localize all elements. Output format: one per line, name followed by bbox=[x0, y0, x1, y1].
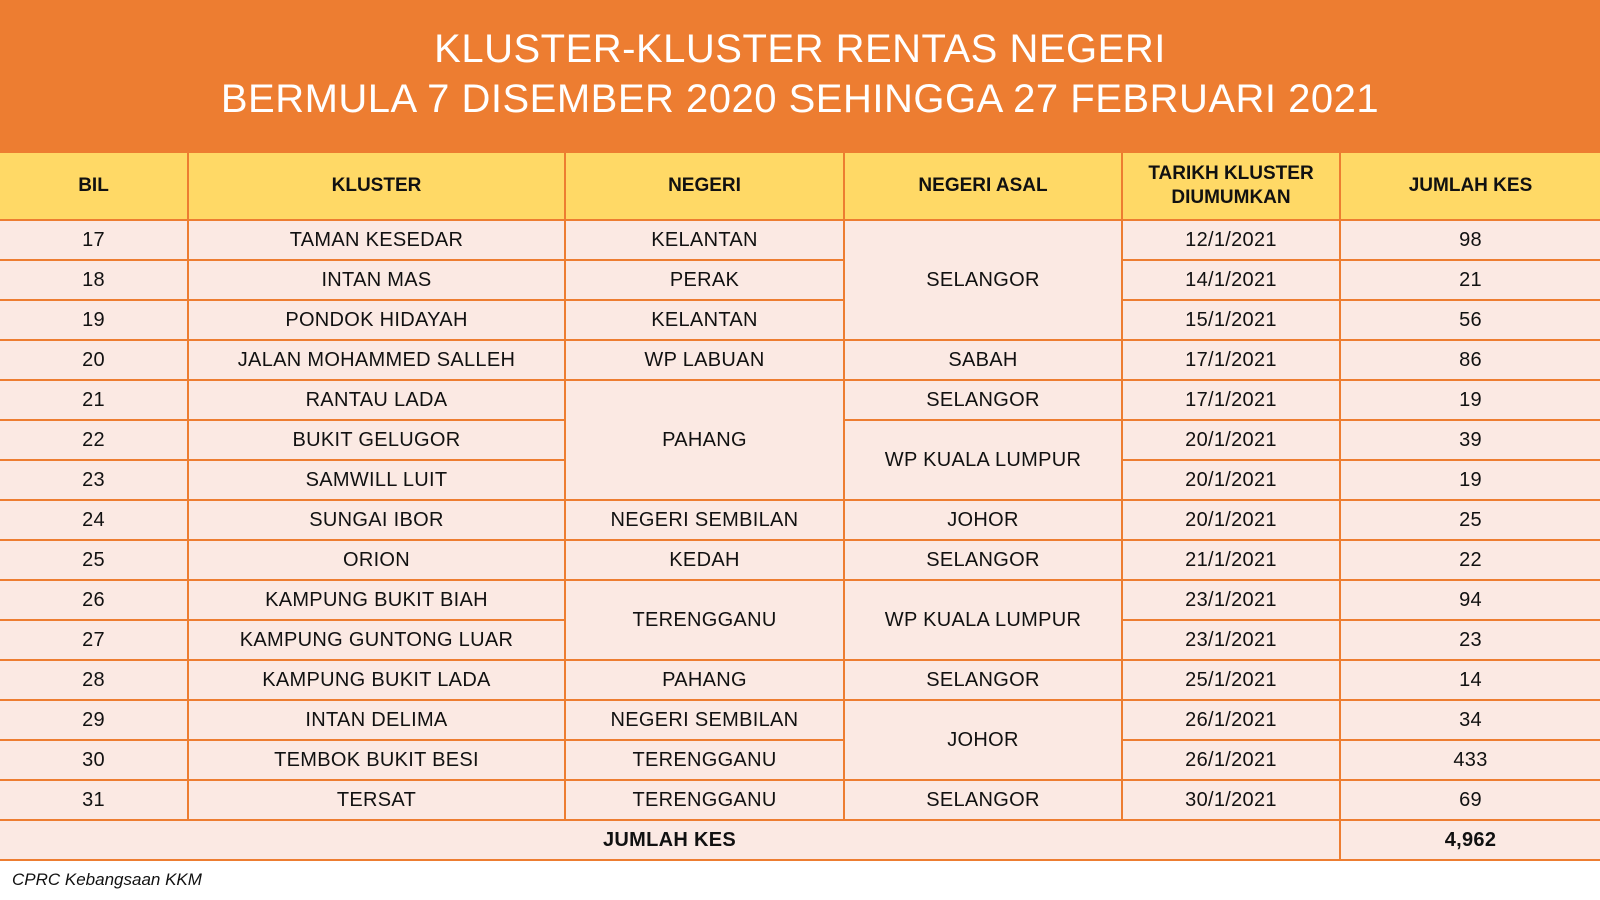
cell-bil: 19 bbox=[0, 300, 188, 340]
cell-jumlah: 22 bbox=[1340, 540, 1600, 580]
cell-kluster: JALAN MOHAMMED SALLEH bbox=[188, 340, 565, 380]
cell-jumlah: 19 bbox=[1340, 380, 1600, 420]
col-header-tarikh bbox=[1122, 153, 1340, 220]
title-line-2: BERMULA 7 DISEMBER 2020 SEHINGGA 27 FEBRUARI 2021 bbox=[220, 77, 1380, 121]
total-label: JUMLAH KES bbox=[0, 820, 1340, 860]
cell-kluster: SUNGAI IBOR bbox=[188, 500, 565, 540]
cell-kluster: TEMBOK BUKIT BESI bbox=[188, 740, 565, 780]
cell-negeri-asal: WP KUALA LUMPUR bbox=[844, 420, 1122, 500]
cell-kluster: INTAN MAS bbox=[188, 260, 565, 300]
cell-kluster: PONDOK HIDAYAH bbox=[188, 300, 565, 340]
table-row bbox=[0, 300, 1600, 340]
cell-negeri: PAHANG bbox=[565, 660, 844, 700]
cell-tarikh: 12/1/2021 bbox=[1122, 220, 1340, 260]
cell-negeri-asal: WP KUALA LUMPUR bbox=[844, 580, 1122, 660]
cell-bil: 25 bbox=[0, 540, 188, 580]
cell-negeri-asal: JOHOR bbox=[844, 700, 1122, 780]
col-header-kluster: KLUSTER bbox=[188, 153, 565, 220]
title-line-1: KLUSTER-KLUSTER RENTAS NEGERI bbox=[434, 27, 1166, 71]
cell-bil: 28 bbox=[0, 660, 188, 700]
table-row bbox=[0, 220, 1600, 260]
cell-kluster: TERSAT bbox=[188, 780, 565, 820]
cell-bil: 20 bbox=[0, 340, 188, 380]
col-header-negeri-asal: NEGERI ASAL bbox=[844, 153, 1122, 220]
cell-tarikh: 20/1/2021 bbox=[1122, 420, 1340, 460]
cell-negeri-asal: SELANGOR bbox=[844, 220, 1122, 340]
cell-tarikh: 26/1/2021 bbox=[1122, 700, 1340, 740]
cell-negeri-asal: SELANGOR bbox=[844, 380, 1122, 420]
cell-bil: 18 bbox=[0, 260, 188, 300]
table-row bbox=[0, 260, 1600, 300]
cell-tarikh: 20/1/2021 bbox=[1122, 460, 1340, 500]
col-header-bil: BIL bbox=[0, 153, 188, 220]
cell-tarikh: 23/1/2021 bbox=[1122, 620, 1340, 660]
col-header-jumlah-kes: JUMLAH KES bbox=[1340, 153, 1600, 220]
cell-negeri-asal: SABAH bbox=[844, 340, 1122, 380]
cell-jumlah: 14 bbox=[1340, 660, 1600, 700]
cell-jumlah: 23 bbox=[1340, 620, 1600, 660]
header-row bbox=[0, 153, 1600, 220]
cell-negeri: PERAK bbox=[565, 260, 844, 300]
source-caption: CPRC Kebangsaan KKM bbox=[12, 870, 202, 889]
cell-tarikh: 25/1/2021 bbox=[1122, 660, 1340, 700]
cell-bil: 26 bbox=[0, 580, 188, 620]
cell-jumlah: 98 bbox=[1340, 220, 1600, 260]
cell-negeri: NEGERI SEMBILAN bbox=[565, 500, 844, 540]
cell-negeri: TERENGGANU bbox=[565, 740, 844, 780]
cluster-table bbox=[0, 153, 1600, 861]
cell-jumlah: 21 bbox=[1340, 260, 1600, 300]
cell-negeri-asal: SELANGOR bbox=[844, 780, 1122, 820]
cell-bil: 27 bbox=[0, 620, 188, 660]
title-banner bbox=[0, 0, 1600, 153]
cell-negeri: TERENGGANU bbox=[565, 780, 844, 820]
cell-jumlah: 86 bbox=[1340, 340, 1600, 380]
cell-jumlah: 19 bbox=[1340, 460, 1600, 500]
table-row bbox=[0, 580, 1600, 620]
cell-negeri: PAHANG bbox=[565, 380, 844, 500]
cell-bil: 21 bbox=[0, 380, 188, 420]
cell-tarikh: 17/1/2021 bbox=[1122, 380, 1340, 420]
cell-kluster: KAMPUNG BUKIT BIAH bbox=[188, 580, 565, 620]
cell-bil: 23 bbox=[0, 460, 188, 500]
cell-bil: 22 bbox=[0, 420, 188, 460]
col-header-tarikh-line1: TARIKH KLUSTER bbox=[1148, 163, 1314, 184]
cell-tarikh: 23/1/2021 bbox=[1122, 580, 1340, 620]
cell-negeri-asal: SELANGOR bbox=[844, 660, 1122, 700]
table-row bbox=[0, 380, 1600, 420]
cell-tarikh: 21/1/2021 bbox=[1122, 540, 1340, 580]
cell-negeri: WP LABUAN bbox=[565, 340, 844, 380]
cell-bil: 29 bbox=[0, 700, 188, 740]
cell-bil: 17 bbox=[0, 220, 188, 260]
cell-jumlah: 433 bbox=[1340, 740, 1600, 780]
cell-tarikh: 20/1/2021 bbox=[1122, 500, 1340, 540]
cell-bil: 24 bbox=[0, 500, 188, 540]
cell-kluster: KAMPUNG BUKIT LADA bbox=[188, 660, 565, 700]
cell-tarikh: 17/1/2021 bbox=[1122, 340, 1340, 380]
cell-kluster: BUKIT GELUGOR bbox=[188, 420, 565, 460]
cell-bil: 30 bbox=[0, 740, 188, 780]
cell-kluster: KAMPUNG GUNTONG LUAR bbox=[188, 620, 565, 660]
total-value: 4,962 bbox=[1340, 820, 1600, 860]
cell-tarikh: 14/1/2021 bbox=[1122, 260, 1340, 300]
cell-jumlah: 69 bbox=[1340, 780, 1600, 820]
col-header-negeri: NEGERI bbox=[565, 153, 844, 220]
table-row bbox=[0, 780, 1600, 820]
cell-tarikh: 30/1/2021 bbox=[1122, 780, 1340, 820]
table-row bbox=[0, 660, 1600, 700]
cell-negeri-asal: JOHOR bbox=[844, 500, 1122, 540]
table-row bbox=[0, 500, 1600, 540]
table-row bbox=[0, 700, 1600, 740]
cell-jumlah: 56 bbox=[1340, 300, 1600, 340]
total-row bbox=[0, 820, 1600, 860]
cell-tarikh: 26/1/2021 bbox=[1122, 740, 1340, 780]
cell-negeri: TERENGGANU bbox=[565, 580, 844, 660]
cell-jumlah: 34 bbox=[1340, 700, 1600, 740]
cell-negeri: KEDAH bbox=[565, 540, 844, 580]
cell-kluster: TAMAN KESEDAR bbox=[188, 220, 565, 260]
cell-kluster: RANTAU LADA bbox=[188, 380, 565, 420]
table-row bbox=[0, 740, 1600, 780]
cell-negeri: KELANTAN bbox=[565, 300, 844, 340]
cell-jumlah: 39 bbox=[1340, 420, 1600, 460]
table-row bbox=[0, 540, 1600, 580]
cell-kluster: ORION bbox=[188, 540, 565, 580]
cell-negeri: NEGERI SEMBILAN bbox=[565, 700, 844, 740]
cell-negeri-asal: SELANGOR bbox=[844, 540, 1122, 580]
cell-tarikh: 15/1/2021 bbox=[1122, 300, 1340, 340]
table-row bbox=[0, 340, 1600, 380]
col-header-tarikh-line2: DIUMUMKAN bbox=[1171, 187, 1291, 208]
cell-jumlah: 25 bbox=[1340, 500, 1600, 540]
cell-kluster: INTAN DELIMA bbox=[188, 700, 565, 740]
cell-bil: 31 bbox=[0, 780, 188, 820]
cell-kluster: SAMWILL LUIT bbox=[188, 460, 565, 500]
cell-negeri: KELANTAN bbox=[565, 220, 844, 260]
cell-jumlah: 94 bbox=[1340, 580, 1600, 620]
